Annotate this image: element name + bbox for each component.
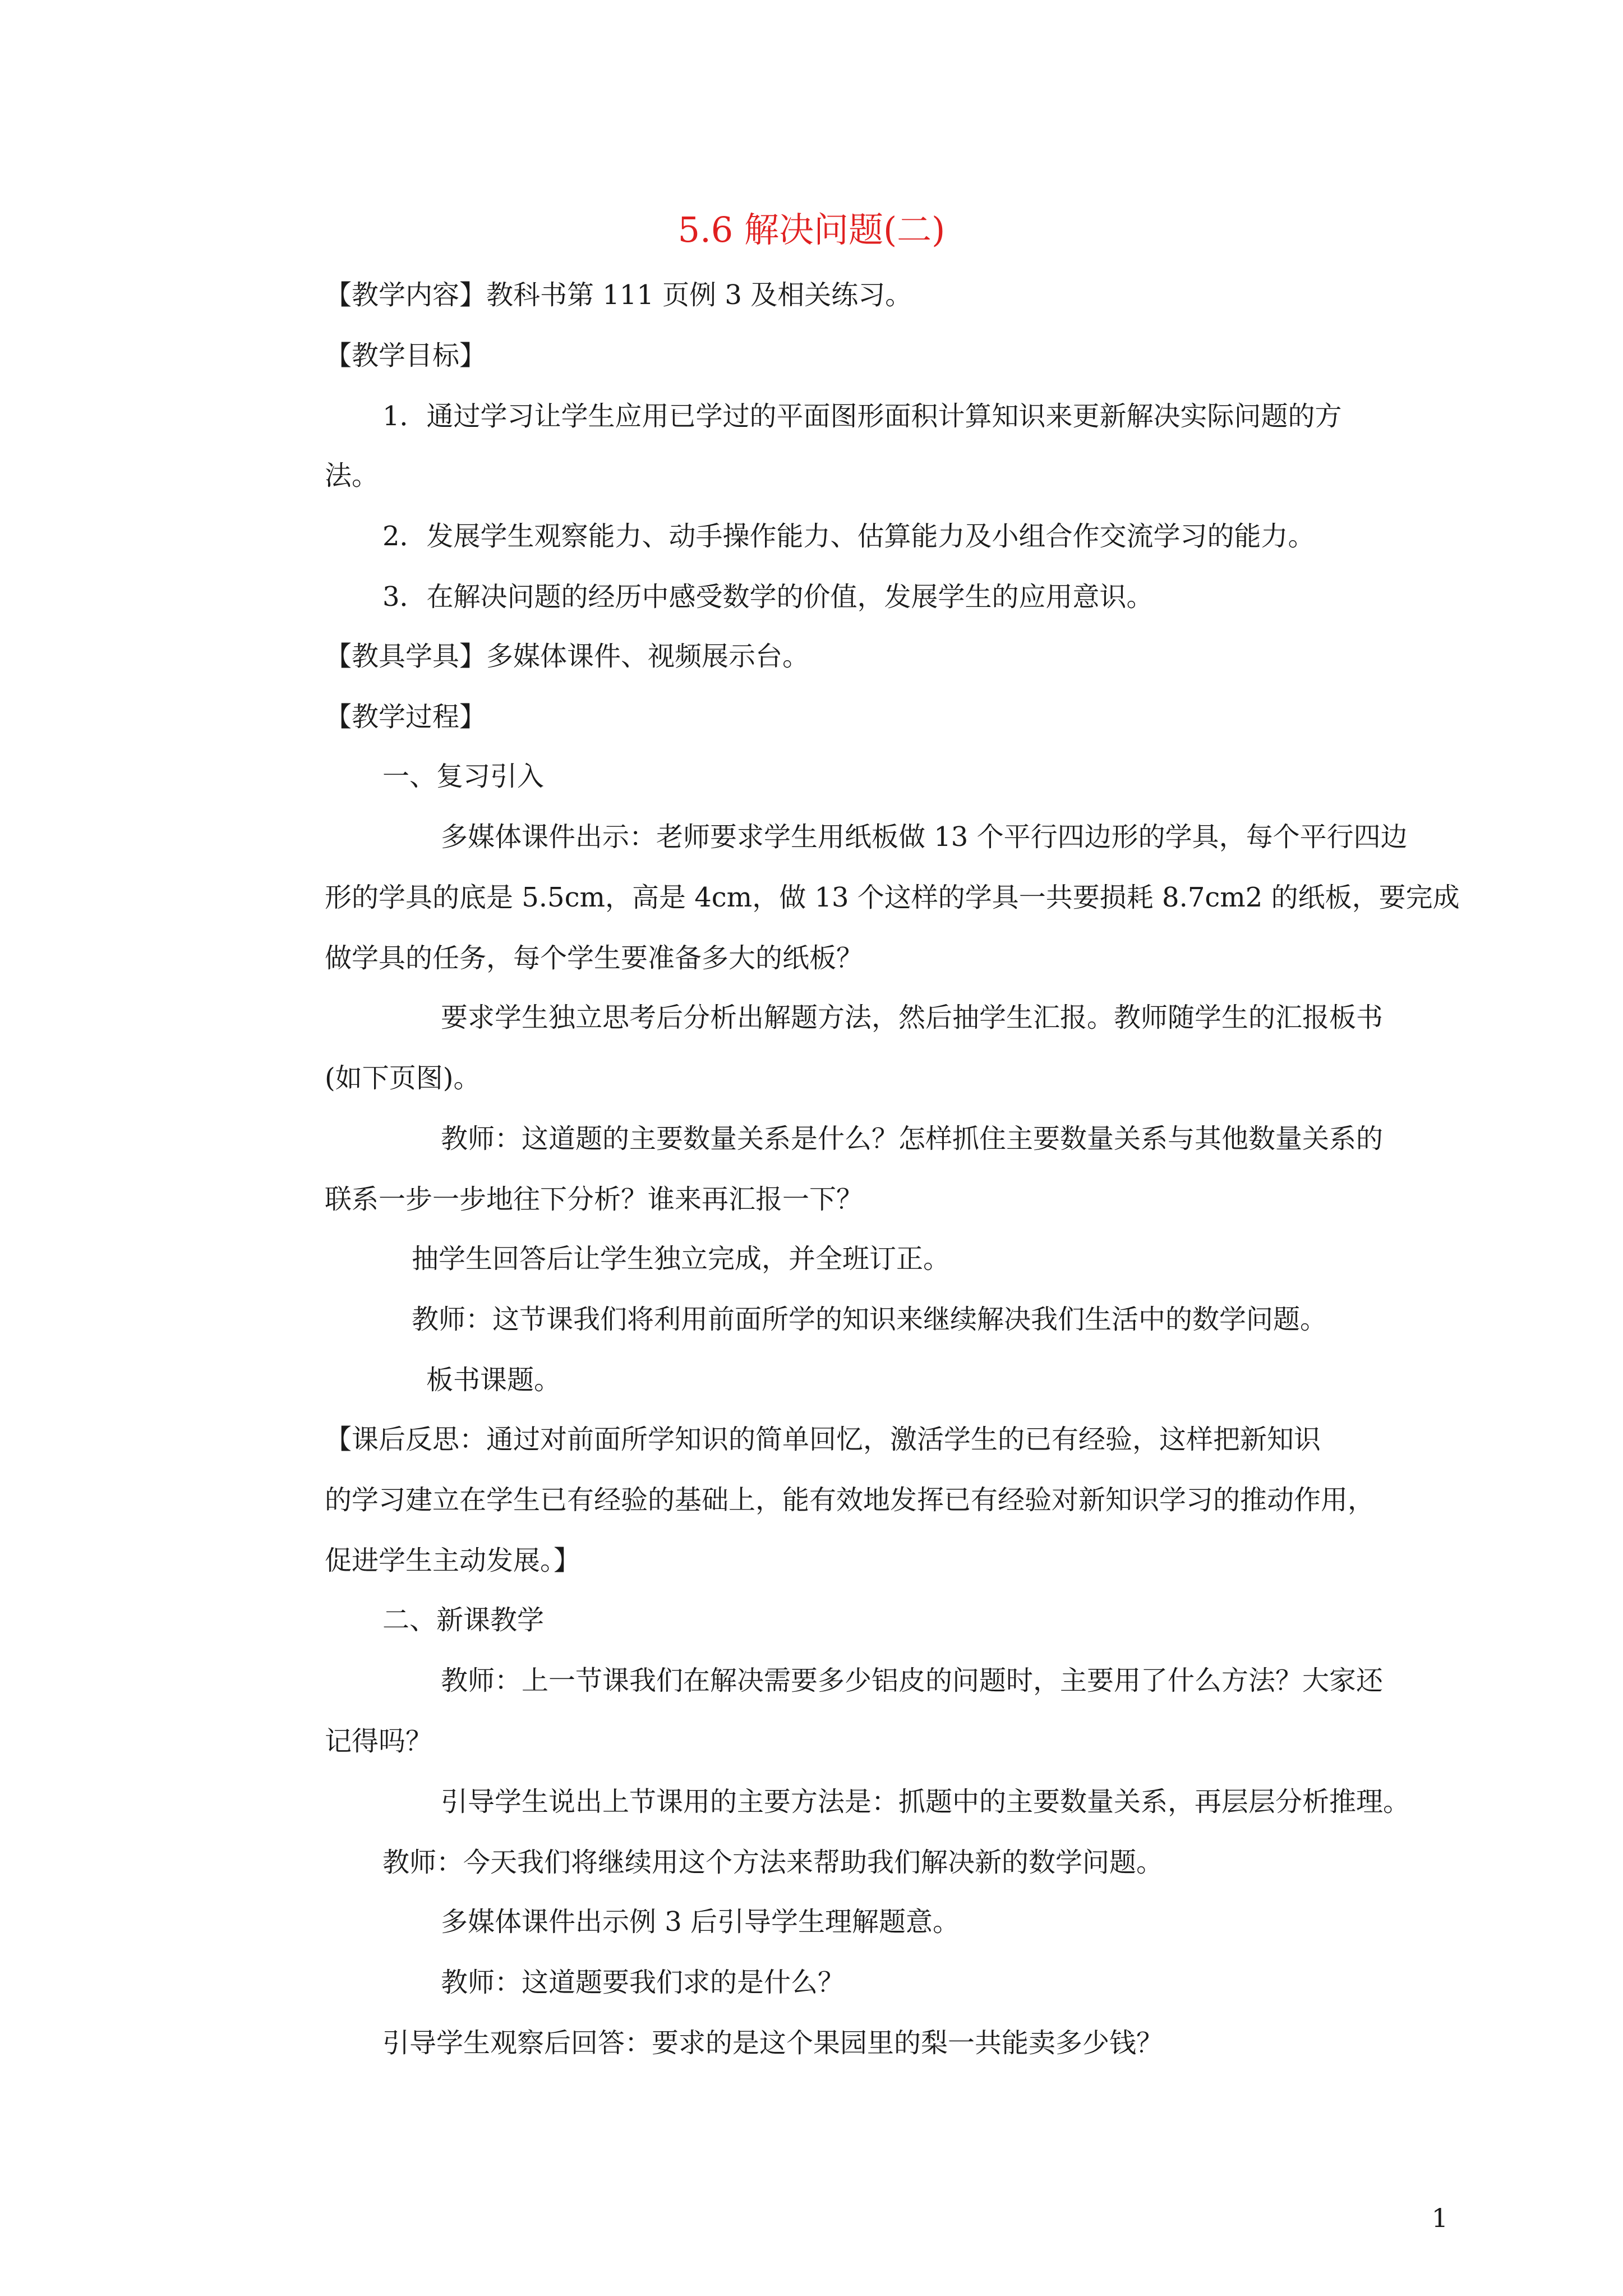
guide-method-line: 引导学生说出上节课用的主要方法是：抓题中的主要数量关系，再层层分析推理。	[441, 1786, 1410, 1818]
page-title: 5.6 解决问题(二)	[677, 209, 946, 250]
goal-3-line: 3．在解决问题的经历中感受数学的价值，发展学生的应用意识。	[382, 581, 1154, 613]
teacher-ask-line: 教师：这道题要我们求的是什么？	[441, 1967, 845, 1998]
board-title-line: 板书课题。	[426, 1364, 561, 1396]
section-2-heading: 二、新课教学	[382, 1604, 545, 1636]
teacher-question-line-2: 联系一步一步地往下分析？谁来再汇报一下？	[325, 1184, 864, 1215]
example-3-line: 多媒体课件出示例 3 后引导学生理解题意。	[441, 1906, 960, 1938]
reflection-line-2: 的学习建立在学生已有经验的基础上，能有效地发挥已有经验对新知识学习的推动作用，	[325, 1484, 1375, 1516]
review-paragraph-line-1: 多媒体课件出示：老师要求学生用纸板做 13 个平行四边形的学具，每个平行四边	[441, 821, 1408, 853]
teaching-content-line: 【教学内容】教科书第 111 页例 3 及相关练习。	[325, 279, 912, 311]
goal-1-line-2: 法。	[325, 460, 379, 491]
goal-2-line: 2．发展学生观察能力、动手操作能力、估算能力及小组合作交流学习的能力。	[382, 521, 1315, 552]
reflection-line-3: 促进学生主动发展。】	[325, 1545, 581, 1576]
review-paragraph-line-3: 做学具的任务，每个学生要准备多大的纸板？	[325, 942, 864, 974]
page-number: 1	[1431, 2203, 1448, 2233]
analysis-paragraph-line-1: 要求学生独立思考后分析出解题方法，然后抽学生汇报。教师随学生的汇报板书	[441, 1002, 1384, 1033]
teacher-intro-line: 教师：这节课我们将利用前面所学的知识来继续解决我们生活中的数学问题。	[412, 1304, 1327, 1335]
review-paragraph-line-2: 形的学具的底是 5.5cm，高是 4cm，做 13 个这样的学具一共要损耗 8.7cm2 的纸板，要完成	[325, 882, 1460, 913]
teaching-process-heading: 【教学过程】	[325, 701, 487, 733]
teacher-question-line-1: 教师：这道题的主要数量关系是什么？怎样抓住主要数量关系与其他数量关系的	[441, 1123, 1384, 1154]
teacher-today-line: 教师：今天我们将继续用这个方法来帮助我们解决新的数学问题。	[382, 1847, 1164, 1878]
analysis-paragraph-line-2: (如下页图)。	[325, 1062, 481, 1094]
teaching-goals-heading: 【教学目标】	[325, 340, 487, 371]
section-1-heading: 一、复习引入	[382, 761, 545, 792]
student-answer-line: 抽学生回答后让学生独立完成，并全班订正。	[412, 1243, 951, 1274]
goal-1-line-1: 1．通过学习让学生应用已学过的平面图形面积计算知识来更新解决实际问题的方	[382, 401, 1342, 432]
student-observe-line: 引导学生观察后回答：要求的是这个果园里的梨一共能卖多少钱？	[382, 2027, 1164, 2059]
reflection-line-1: 【课后反思：通过对前面所学知识的简单回忆，激活学生的已有经验，这样把新知识	[325, 1424, 1321, 1455]
teaching-tools-line: 【教具学具】多媒体课件、视频展示台。	[325, 641, 810, 672]
new-lesson-line-1: 教师：上一节课我们在解决需要多少铝皮的问题时，主要用了什么方法？大家还	[441, 1665, 1384, 1696]
new-lesson-line-2: 记得吗？	[325, 1726, 433, 1757]
